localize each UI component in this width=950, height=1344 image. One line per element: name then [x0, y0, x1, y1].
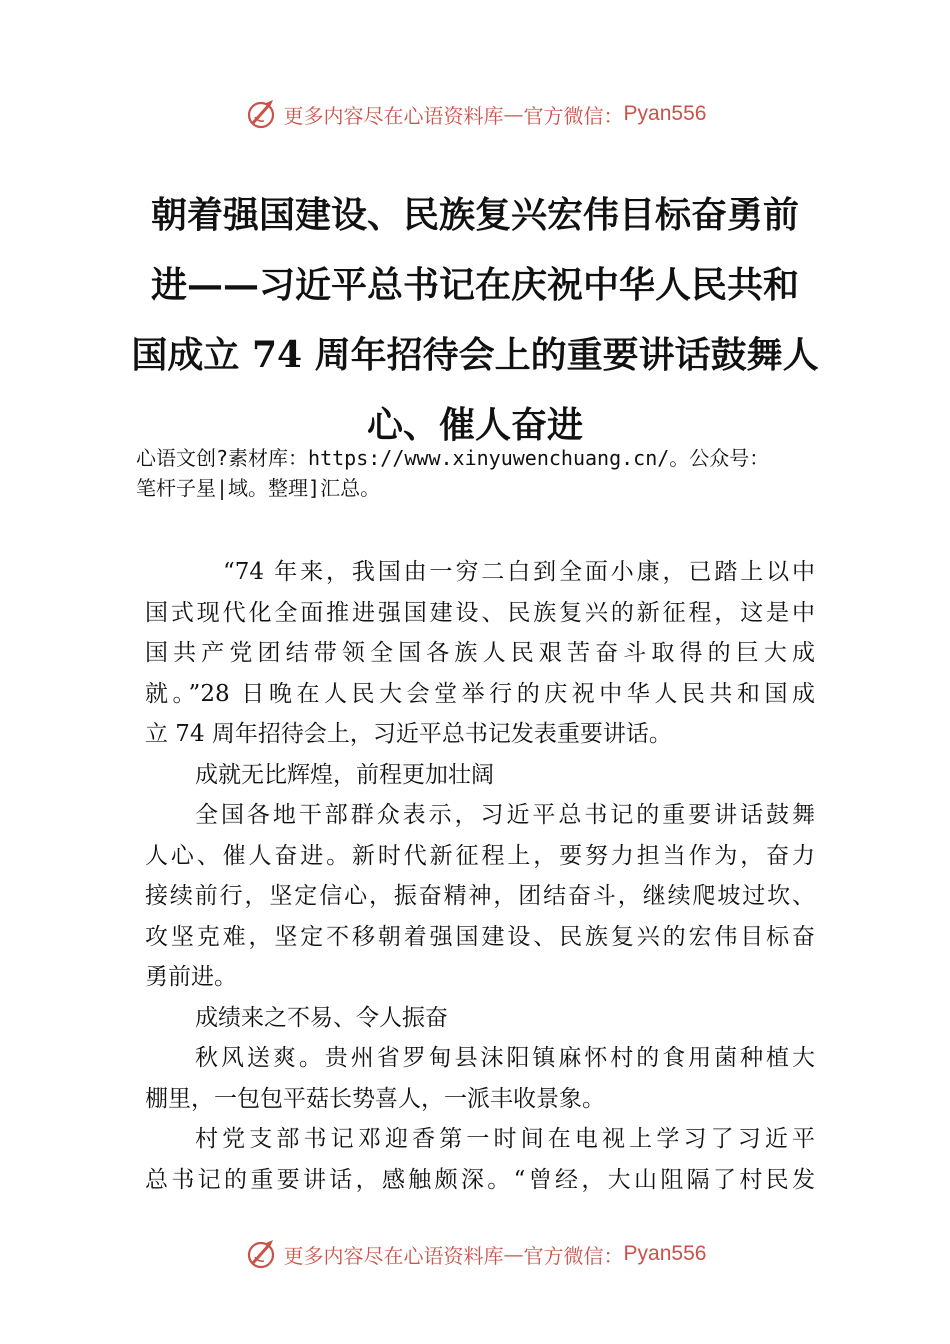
source-note: [136, 443, 866, 503]
banner-wechat-id: Pyan556: [623, 1242, 707, 1265]
source-line: 笔杆子星|域。整理]汇总。: [136, 476, 381, 500]
title-line: 朝着强国建设、民族复兴宏伟目标奋勇前: [150, 194, 799, 236]
banner-wechat-label: 官方微信：: [523, 1243, 624, 1268]
banner-slogan: 更多内容尽在心语资料库: [283, 103, 504, 128]
body-line: 接续前行，坚定信心，振奋精神，团结奋斗，继续爬坡过坎、: [145, 883, 815, 909]
body-line: 村党支部书记邓迎香第一时间在电视上学习了习近平: [195, 1126, 815, 1152]
article-body: [145, 552, 815, 1200]
body-line: 秋风送爽。贵州省罗甸县沫阳镇麻怀村的食用菌种植大: [195, 1045, 815, 1071]
document-title: [130, 180, 820, 460]
body-line: 国共产党团结带领全国各族人民艰苦奋斗取得的巨大成: [145, 640, 815, 666]
section-heading: 成绩来之不易、令人振奋: [195, 1004, 448, 1031]
body-line: 勇前进。: [145, 964, 237, 990]
body-line: 攻坚克难，坚定不移朝着强国建设、民族复兴的宏伟目标奋: [145, 923, 815, 950]
body-line: 人心、催人奋进。新时代新征程上，要努力担当作为，奋力: [145, 842, 815, 869]
header-watermark-banner: [0, 92, 950, 136]
banner-slogan: 更多内容尽在心语资料库: [283, 1243, 504, 1268]
body-line: 立 74 周年招待会上，习近平总书记发表重要讲话。: [145, 721, 672, 747]
title-line: 进——习近平总书记在庆祝中华人民共和: [150, 264, 799, 306]
body-line: 全国各地干部群众表示，习近平总书记的重要讲话鼓舞: [195, 802, 815, 828]
section-heading: 成就无比辉煌，前程更加壮阔: [195, 761, 494, 788]
body-line: “74 年来，我国由一穷二白到全面小康，已踏上以中: [223, 559, 815, 585]
body-line: 国式现代化全面推进强国建设、民族复兴的新征程，这是中: [145, 599, 815, 626]
footer-watermark-banner: [0, 1232, 950, 1276]
brush-logo-icon: [244, 1237, 278, 1271]
banner-separator: —: [503, 102, 524, 126]
banner-wechat-label: 官方微信：: [523, 103, 624, 128]
banner-wechat-id: Pyan556: [623, 102, 707, 125]
title-line: 国成立 74 周年招待会上的重要讲话鼓舞人: [131, 334, 819, 376]
body-line: 总书记的重要讲话，感触颇深。“曾经，大山阻隔了村民发: [145, 1166, 815, 1193]
title-line: 心、催人奋进: [366, 404, 583, 446]
source-line: 心语文创?素材库：https://www.xinyuwenchuang.cn/。公众号：: [136, 446, 770, 470]
banner-separator: —: [503, 1242, 524, 1266]
body-line: 棚里，一包包平菇长势喜人，一派丰收景象。: [145, 1085, 605, 1112]
body-line: 就。”28 日晚在人民大会堂举行的庆祝中华人民共和国成: [145, 680, 815, 707]
brush-logo-icon: [244, 97, 278, 131]
